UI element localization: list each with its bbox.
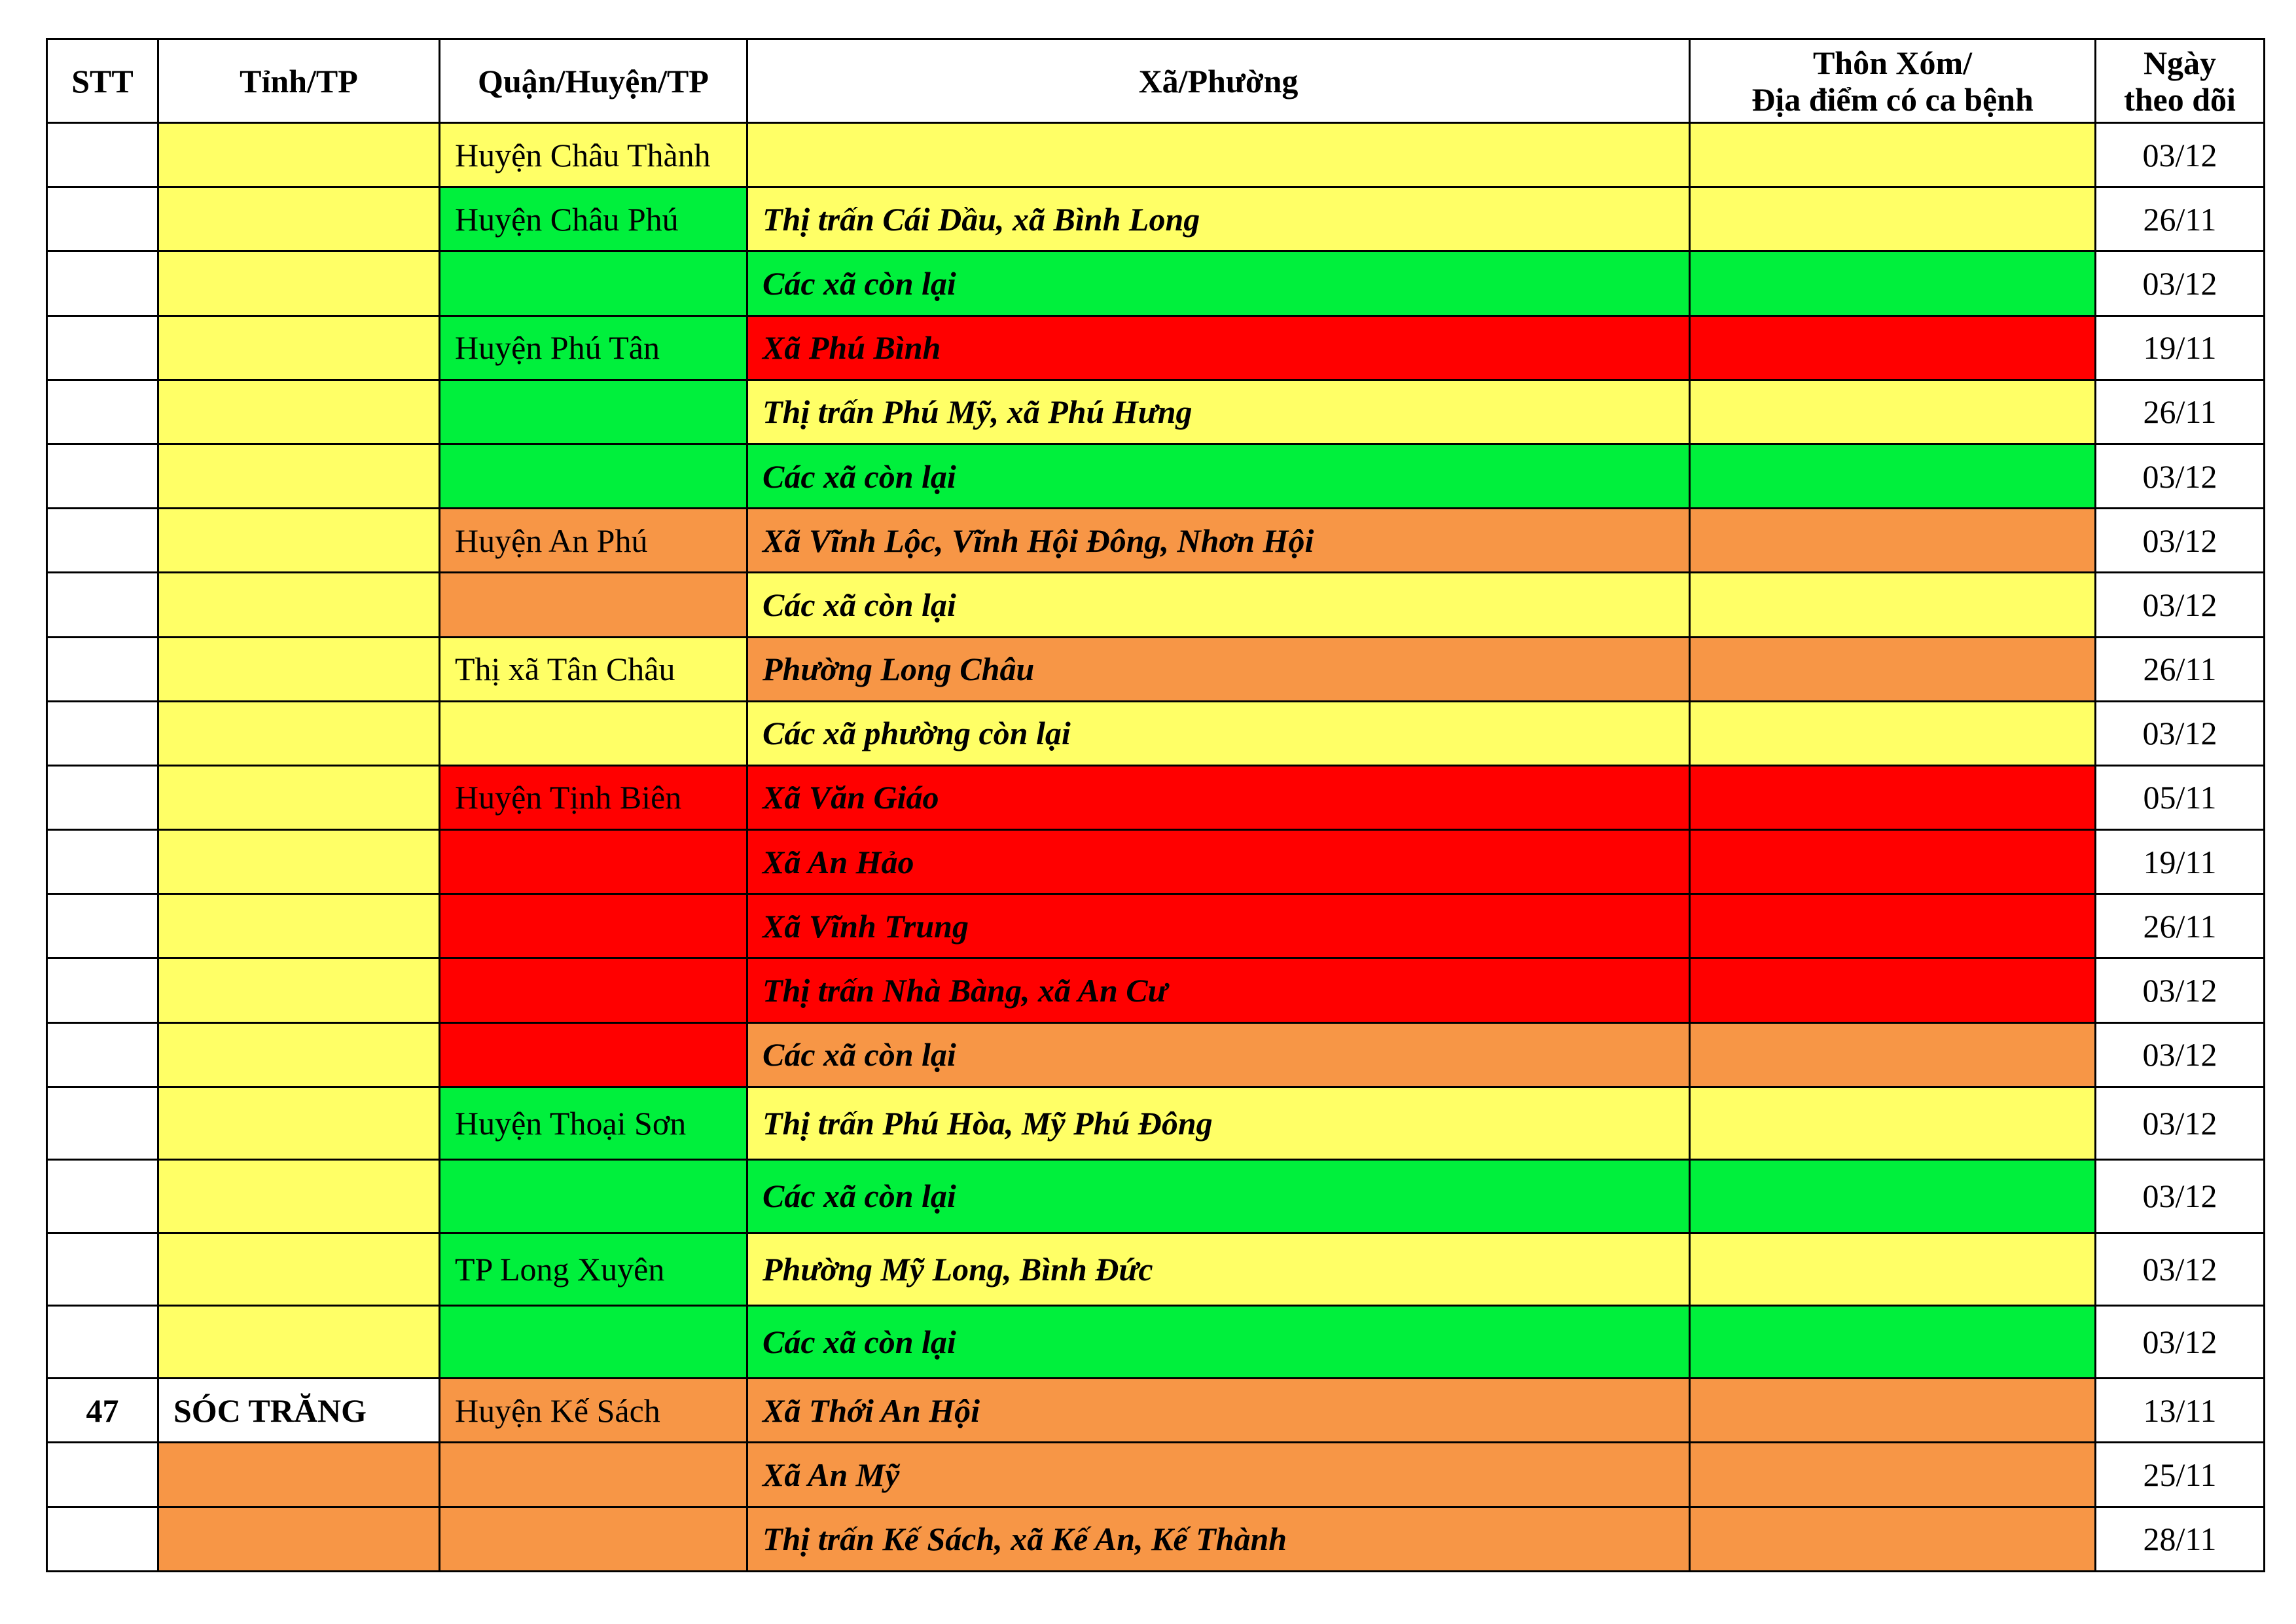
cell-village [1690, 894, 2096, 958]
cell-date: 03/12 [2096, 123, 2265, 187]
cell-stt [47, 509, 158, 573]
cell-province [158, 509, 440, 573]
cell-district [440, 251, 747, 316]
table-row [47, 1022, 2265, 1087]
cell-stt [47, 573, 158, 637]
cell-ward: Các xã còn lại [747, 573, 1690, 637]
table-row [47, 1507, 2265, 1571]
cell-stt [47, 1160, 158, 1233]
table-row [47, 1379, 2265, 1443]
cell-province [158, 1087, 440, 1159]
cell-date: 03/12 [2096, 958, 2265, 1022]
cell-village [1690, 444, 2096, 508]
cell-ward: Phường Long Châu [747, 637, 1690, 701]
outbreak-table [46, 38, 2265, 1572]
cell-district: Huyện Châu Phú [440, 187, 747, 251]
cell-village [1690, 958, 2096, 1022]
cell-district [440, 1022, 747, 1087]
header-province: Tỉnh/TP [158, 39, 440, 123]
cell-district [440, 701, 747, 765]
cell-province [158, 1160, 440, 1233]
cell-district [440, 573, 747, 637]
cell-stt [47, 1022, 158, 1087]
cell-province [158, 444, 440, 508]
cell-district: Huyện Tịnh Biên [440, 765, 747, 829]
table-row [47, 444, 2265, 508]
cell-province [158, 1233, 440, 1305]
cell-province [158, 316, 440, 380]
cell-date: 03/12 [2096, 573, 2265, 637]
table-row [47, 1233, 2265, 1305]
cell-district: TP Long Xuyên [440, 1233, 747, 1305]
cell-date: 26/11 [2096, 637, 2265, 701]
cell-village [1690, 1022, 2096, 1087]
cell-date: 25/11 [2096, 1443, 2265, 1507]
cell-village [1690, 509, 2096, 573]
cell-ward: Thị trấn Nhà Bàng, xã An Cư [747, 958, 1690, 1022]
header-date-line2: theo dõi [2124, 81, 2236, 118]
cell-stt [47, 765, 158, 829]
table-row [47, 1087, 2265, 1159]
table-row [47, 187, 2265, 251]
cell-district [440, 1160, 747, 1233]
cell-ward: Thị trấn Kế Sách, xã Kế An, Kế Thành [747, 1507, 1690, 1571]
cell-date: 03/12 [2096, 509, 2265, 573]
cell-province [158, 894, 440, 958]
header-village [1690, 39, 2096, 123]
cell-ward: Xã Vĩnh Trung [747, 894, 1690, 958]
cell-village [1690, 380, 2096, 444]
cell-stt [47, 187, 158, 251]
cell-village [1690, 1087, 2096, 1159]
cell-province [158, 123, 440, 187]
cell-village [1690, 1443, 2096, 1507]
cell-province [158, 1507, 440, 1571]
cell-date: 26/11 [2096, 894, 2265, 958]
cell-stt: 47 [47, 1379, 158, 1443]
cell-village [1690, 765, 2096, 829]
cell-date: 26/11 [2096, 380, 2265, 444]
cell-ward: Các xã còn lại [747, 1305, 1690, 1378]
cell-ward: Các xã phường còn lại [747, 701, 1690, 765]
cell-stt [47, 1087, 158, 1159]
cell-district [440, 380, 747, 444]
table-row [47, 1443, 2265, 1507]
cell-ward: Xã Phú Bình [747, 316, 1690, 380]
table-row [47, 1305, 2265, 1378]
table-row [47, 637, 2265, 701]
cell-stt [47, 123, 158, 187]
header-village-line1: Thôn Xóm/ [1812, 44, 1973, 81]
document-page [46, 38, 2263, 1572]
cell-district: Thị xã Tân Châu [440, 637, 747, 701]
header-ward: Xã/Phường [747, 39, 1690, 123]
cell-stt [47, 894, 158, 958]
cell-ward: Thị trấn Phú Mỹ, xã Phú Hưng [747, 380, 1690, 444]
table-row [47, 123, 2265, 187]
cell-province [158, 1022, 440, 1087]
cell-district [440, 1507, 747, 1571]
cell-province [158, 380, 440, 444]
cell-ward [747, 123, 1690, 187]
cell-stt [47, 380, 158, 444]
table-row [47, 1160, 2265, 1233]
header-row [47, 39, 2265, 123]
cell-village [1690, 187, 2096, 251]
cell-date: 03/12 [2096, 1022, 2265, 1087]
cell-province [158, 187, 440, 251]
cell-village [1690, 316, 2096, 380]
table-row [47, 701, 2265, 765]
cell-date: 03/12 [2096, 1087, 2265, 1159]
cell-date: 03/12 [2096, 701, 2265, 765]
cell-ward: Các xã còn lại [747, 1160, 1690, 1233]
cell-district [440, 1305, 747, 1378]
cell-date: 19/11 [2096, 830, 2265, 894]
cell-province [158, 1443, 440, 1507]
cell-date: 03/12 [2096, 444, 2265, 508]
cell-ward: Thị trấn Cái Dầu, xã Bình Long [747, 187, 1690, 251]
cell-stt [47, 251, 158, 316]
cell-ward: Xã Văn Giáo [747, 765, 1690, 829]
cell-village [1690, 830, 2096, 894]
header-stt: STT [47, 39, 158, 123]
cell-date: 19/11 [2096, 316, 2265, 380]
cell-stt [47, 830, 158, 894]
cell-province [158, 830, 440, 894]
cell-village [1690, 123, 2096, 187]
cell-ward: Xã An Hảo [747, 830, 1690, 894]
cell-district [440, 830, 747, 894]
cell-ward: Thị trấn Phú Hòa, Mỹ Phú Đông [747, 1087, 1690, 1159]
cell-village [1690, 1160, 2096, 1233]
cell-ward: Xã An Mỹ [747, 1443, 1690, 1507]
header-date [2096, 39, 2265, 123]
table-row [47, 894, 2265, 958]
header-date-line1: Ngày [2143, 44, 2217, 81]
cell-village [1690, 1507, 2096, 1571]
cell-district [440, 958, 747, 1022]
cell-stt [47, 958, 158, 1022]
table-row [47, 380, 2265, 444]
cell-district [440, 444, 747, 508]
cell-ward: Các xã còn lại [747, 1022, 1690, 1087]
cell-stt [47, 444, 158, 508]
cell-date: 05/11 [2096, 765, 2265, 829]
cell-district [440, 894, 747, 958]
cell-district [440, 1443, 747, 1507]
cell-district: Huyện Châu Thành [440, 123, 747, 187]
table-row [47, 765, 2265, 829]
cell-village [1690, 1233, 2096, 1305]
table-row [47, 573, 2265, 637]
cell-province [158, 1305, 440, 1378]
cell-ward: Các xã còn lại [747, 251, 1690, 316]
table-row [47, 509, 2265, 573]
cell-stt [47, 701, 158, 765]
cell-date: 03/12 [2096, 1233, 2265, 1305]
cell-stt [47, 1443, 158, 1507]
header-district: Quận/Huyện/TP [440, 39, 747, 123]
cell-date: 13/11 [2096, 1379, 2265, 1443]
cell-village [1690, 637, 2096, 701]
cell-district: Huyện Thoại Sơn [440, 1087, 747, 1159]
table-row [47, 830, 2265, 894]
table-body [47, 123, 2265, 1572]
cell-ward: Xã Thới An Hội [747, 1379, 1690, 1443]
cell-province [158, 765, 440, 829]
cell-district: Huyện Kế Sách [440, 1379, 747, 1443]
cell-village [1690, 1379, 2096, 1443]
cell-stt [47, 1507, 158, 1571]
cell-province [158, 958, 440, 1022]
cell-date: 28/11 [2096, 1507, 2265, 1571]
cell-village [1690, 701, 2096, 765]
cell-date: 03/12 [2096, 1160, 2265, 1233]
cell-province [158, 573, 440, 637]
table-row [47, 958, 2265, 1022]
cell-ward: Các xã còn lại [747, 444, 1690, 508]
cell-date: 03/12 [2096, 251, 2265, 316]
cell-date: 03/12 [2096, 1305, 2265, 1378]
table-row [47, 316, 2265, 380]
header-village-line2: Địa điểm có ca bệnh [1751, 81, 2034, 118]
cell-province [158, 251, 440, 316]
cell-stt [47, 1305, 158, 1378]
cell-date: 26/11 [2096, 187, 2265, 251]
cell-stt [47, 316, 158, 380]
table-row [47, 251, 2265, 316]
cell-village [1690, 251, 2096, 316]
cell-province [158, 637, 440, 701]
cell-ward: Xã Vĩnh Lộc, Vĩnh Hội Đông, Nhơn Hội [747, 509, 1690, 573]
cell-district: Huyện Phú Tân [440, 316, 747, 380]
cell-stt [47, 1233, 158, 1305]
cell-district: Huyện An Phú [440, 509, 747, 573]
cell-province: SÓC TRĂNG [158, 1379, 440, 1443]
cell-province [158, 701, 440, 765]
cell-stt [47, 637, 158, 701]
cell-village [1690, 573, 2096, 637]
cell-village [1690, 1305, 2096, 1378]
cell-ward: Phường Mỹ Long, Bình Đức [747, 1233, 1690, 1305]
